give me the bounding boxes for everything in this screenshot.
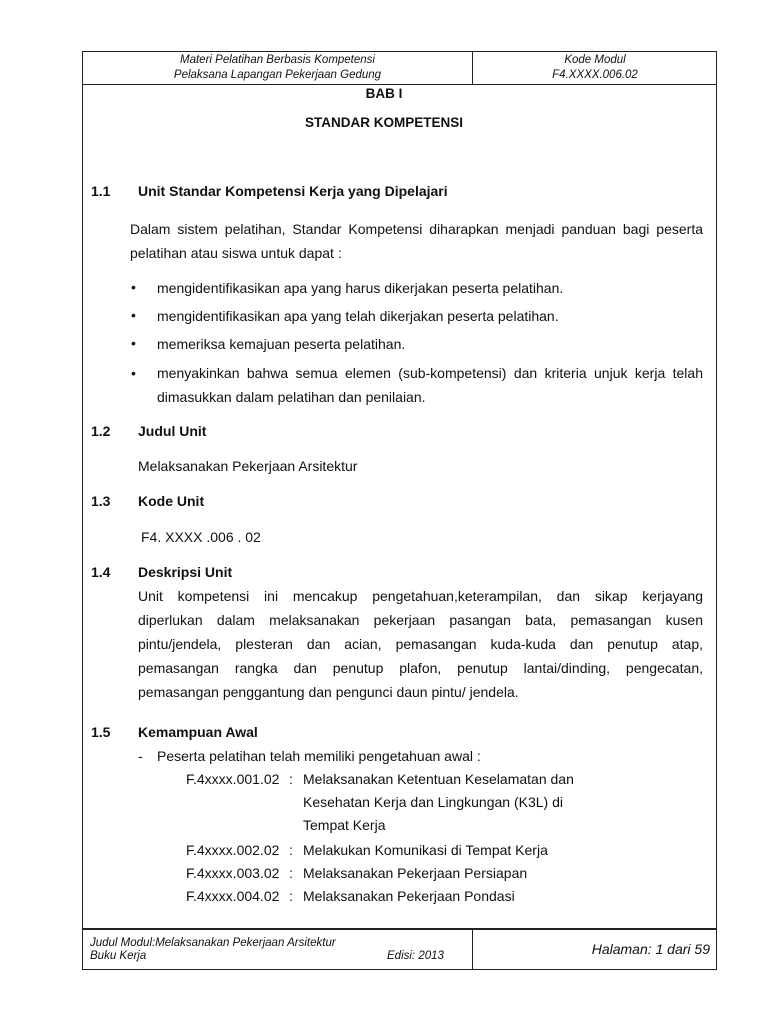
prereq-text: Melakukan Komunikasi di Tempat Kerja — [303, 842, 548, 858]
header-left-line2: Pelaksana Lapangan Pekerjaan Gedung — [173, 69, 382, 81]
prereq-item — [186, 790, 686, 813]
prereq-intro: Peserta pelatihan telah memiliki pengetahuan awal : — [157, 748, 481, 764]
section-1-2-title: Judul Unit — [138, 423, 207, 439]
prereq-text: Melaksanakan Ketentuan Keselamatan dan — [303, 771, 574, 787]
intro-line-1: Dalam sistem pelatihan, Standar Kompetensi diharapkan menjadi panduan bagi peserta — [130, 221, 703, 237]
description-line-3: pintu/jendela, plesteran dan acian, pemasangan kuda-kuda dan penutup atap, — [138, 636, 703, 652]
prereq-code: F.4xxxx.003.02 — [186, 865, 280, 881]
prereq-sep — [289, 813, 303, 838]
bullet-item-4-line2: dimasukkan dalam pelatihan dan penilaian. — [157, 389, 426, 405]
footer-page-number: Halaman: 1 dari 59 — [591, 941, 710, 957]
prereq-sep: : — [289, 888, 293, 904]
prereq-item — [186, 884, 686, 907]
bullet-item-4-line1: menyakinkan bahwa semua elemen (sub-kompetensi) dan kriteria unjuk kerja telah — [157, 365, 703, 381]
bullet-item-2: mengidentifikasikan apa yang telah dikerjakan peserta pelatihan. — [157, 308, 559, 324]
bullet-item-4 — [157, 361, 703, 409]
intro-line-2: pelatihan atau siswa untuk dapat : — [130, 245, 342, 261]
prereq-dash: - — [138, 748, 143, 764]
section-1-1-number: 1.1 — [91, 183, 111, 199]
header-left — [83, 53, 472, 83]
prereq-list — [186, 767, 686, 907]
unit-code: F4. XXXX .006 . 02 — [141, 529, 261, 545]
prereq-text: Melaksanakan Pekerjaan Persiapan — [303, 865, 528, 881]
section-1-1-intro — [130, 217, 703, 265]
bullet-dot-1: • — [131, 279, 136, 295]
prereq-text: Melaksanakan Pekerjaan Pondasi — [303, 888, 515, 904]
prereq-code — [186, 813, 289, 838]
footer-book-type: Buku Kerja — [90, 950, 147, 962]
description-line-1: Unit kompetensi ini mencakup pengetahuan,keterampilan, dan sikap kerjayang — [138, 588, 703, 604]
prereq-code: F.4xxxx.002.02 — [186, 842, 280, 858]
section-1-4-number: 1.4 — [91, 564, 111, 580]
prereq-text: Kesehatan Kerja dan Lingkungan (K3L) di — [303, 794, 563, 810]
section-1-3-title: Kode Unit — [138, 493, 205, 509]
bullet-dot-4: • — [131, 365, 136, 381]
prereq-code — [186, 790, 289, 813]
unit-description — [138, 584, 703, 704]
unit-title: Melaksanakan Pekerjaan Arsitektur — [138, 458, 358, 474]
prereq-code: F.4xxxx.004.02 — [186, 888, 280, 904]
footer-module-title: Judul Modul:Melaksanakan Pekerjaan Arsitektur — [90, 937, 336, 949]
footer-edition: Edisi: 2013 — [387, 950, 444, 962]
prereq-sep: : — [289, 865, 293, 881]
section-1-5-number: 1.5 — [91, 724, 111, 740]
prereq-item — [186, 861, 686, 884]
bullet-dot-3: • — [131, 335, 136, 351]
bullet-item-3: memeriksa kemajuan peserta pelatihan. — [157, 336, 406, 352]
section-1-5-title: Kemampuan Awal — [138, 724, 258, 740]
bullet-item-1: mengidentifikasikan apa yang harus dikerjakan peserta pelatihan. — [157, 280, 564, 296]
prereq-item — [186, 767, 686, 790]
bullet-dot-2: • — [131, 307, 136, 323]
header-module-code-label: Kode Modul — [564, 54, 626, 66]
header-module-code: F4.XXXX.006.02 — [552, 69, 638, 81]
section-1-4-title: Deskripsi Unit — [138, 564, 233, 580]
prereq-sep — [289, 790, 303, 813]
description-line-2: diperlukan dalam melaksanakan pekerjaan pasangan bata, pemasangan kusen — [138, 612, 703, 628]
prereq-item — [186, 813, 686, 838]
section-1-2-number: 1.2 — [91, 423, 111, 439]
description-line-5: pemasangan penggantung dan pengunci daun pintu/ jendela. — [138, 684, 519, 700]
description-line-4: pemasangan rangka dan penutup plafon, penutup lantai/dinding, pengecatan, — [138, 660, 703, 676]
prereq-code: F.4xxxx.001.02 — [186, 771, 280, 787]
chapter-title: STANDAR KOMPETENSI — [304, 115, 463, 130]
chapter-label: BAB I — [365, 86, 403, 101]
prereq-item — [186, 838, 686, 861]
prereq-sep: : — [289, 771, 293, 787]
header-right — [473, 53, 717, 83]
header-left-line1: Materi Pelatihan Berbasis Kompetensi — [180, 54, 375, 66]
prereq-sep: : — [289, 842, 293, 858]
section-1-1-title: Unit Standar Kompetensi Kerja yang Dipelajari — [138, 183, 448, 199]
section-1-3-number: 1.3 — [91, 493, 111, 509]
prereq-text: Tempat Kerja — [303, 817, 386, 833]
